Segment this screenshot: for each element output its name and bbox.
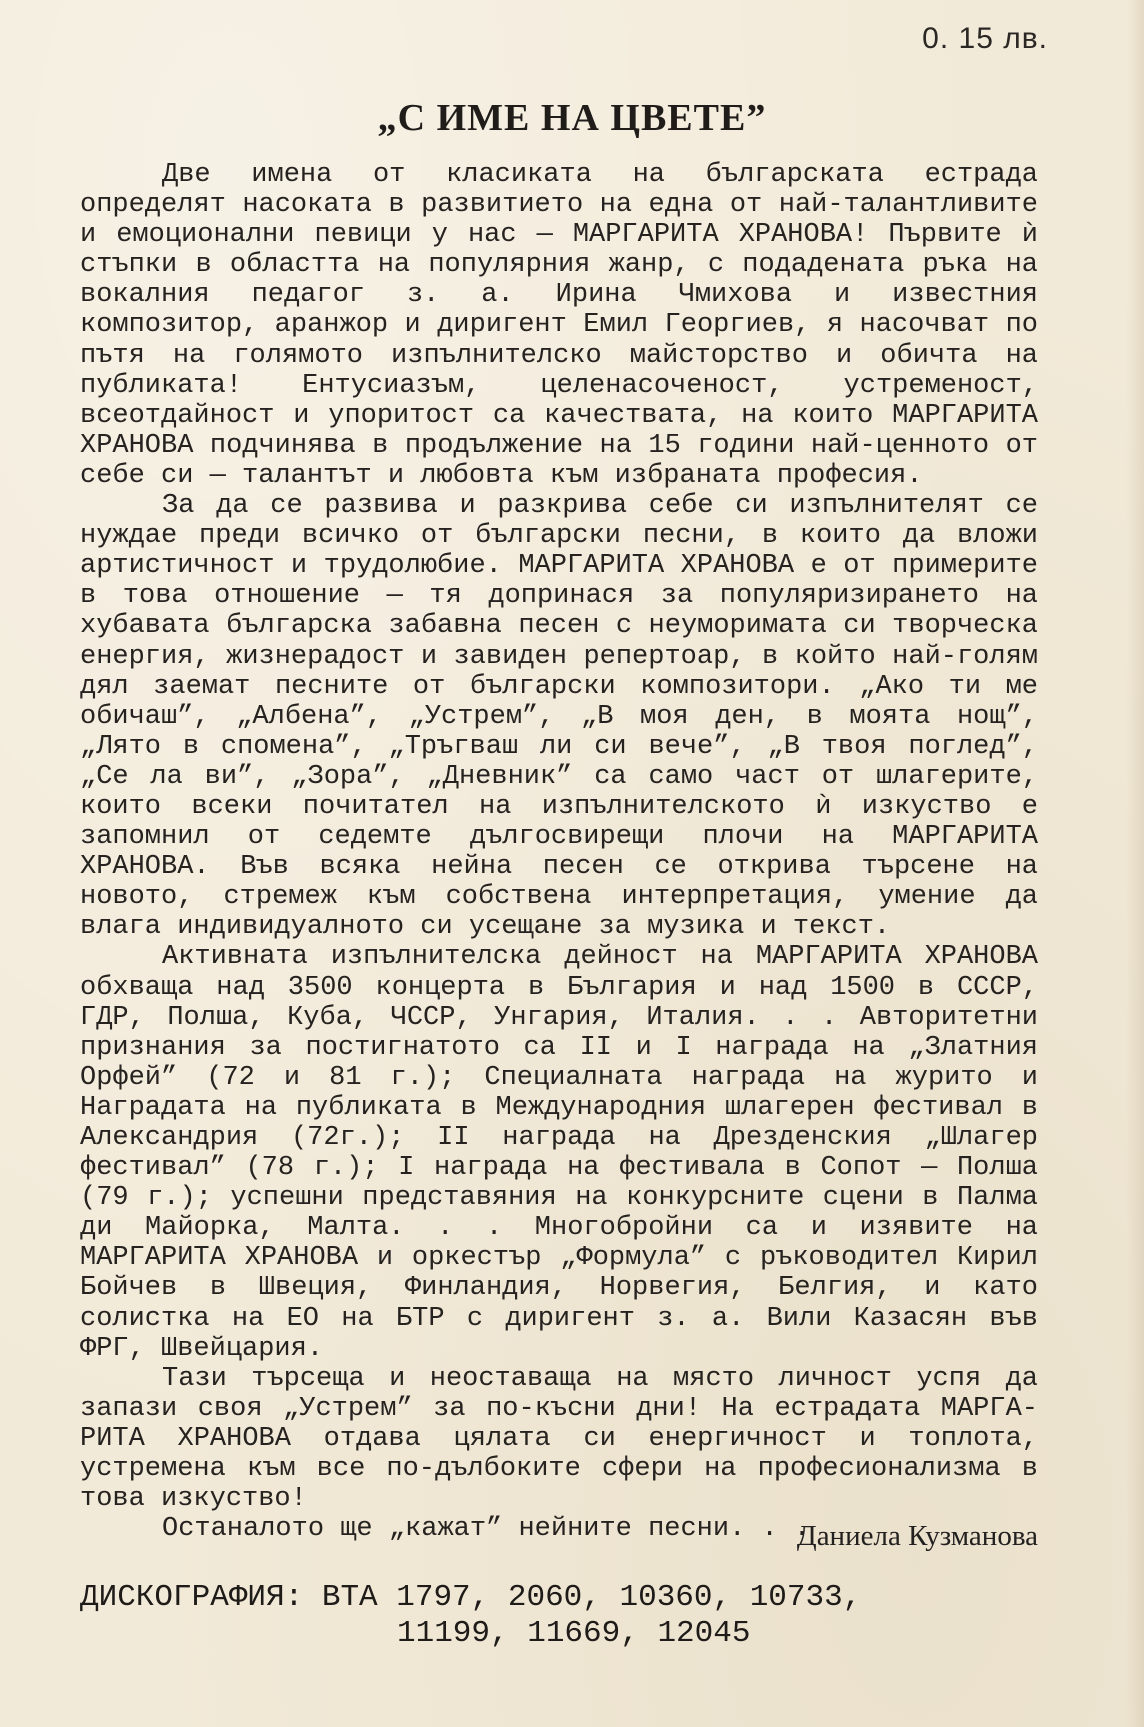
paragraph-1: Две имена от класиката на българската естрада определят насоката в развитието на една от най-талантливите и емоционални певици у нас — МАРГАРИТА ХРАНОВА! Първите ѝ стъпки в областта на популярния жанр, с подадената ръка на вокалния педагог з. а. Ирина Чмихова и известния композитор, аранжор и диригент Емил Георгиев, я насочват по пътя на голямото изпълнителско майсторство и обичта на публиката! Ентусиазъм, целенасоченост, устременост, всеотдайност и упоритост са качествата, на които МАРГАРИТА ХРАНОВА подчинява в продължение на 15 години най-ценното от себе си — талантът и любовта към избраната професия. [80, 160, 1038, 491]
paragraph-5: Останалото ще „кажат” нейните песни. . . [162, 1514, 811, 1545]
paragraph-2: За да се развива и разкрива себе си изпълнителят се нуждае преди всичко от български песни, в които да вложи артистичност и трудолюбие. МАРГАРИТА ХРАНОВА е от примерите в това отношение — тя допринася за популяризирането на хубавата българска забавна песен с неуморимата си творческа енергия, жизнерадост и завиден репертоар, в който най-голям дял заемат песните от български композитори. „Ако ти ме обичаш”, „Албена”, „Устрем”, „В моя ден, в моята нощ”, „Лято в спомена”, „Тръгваш ли си вече”, „В твоя поглед”, „Се ла ви”, „Зора”, „Дневник” са само част от шлагерите, които всеки почитател на изпълнителското ѝ изкуство е запомнил от седемте дългосвирещи плочи на МАРГАРИТА ХРАНОВА. Във всяка нейна песен се открива търсене на новото, стремеж към собствена интерпретация, умение да влага индивидуалното си усещане за музика и текст. [80, 491, 1038, 943]
discography-line-2: 11199, 11669, 12045 [397, 1616, 751, 1651]
paragraph-3: Активната изпълнителска дейност на МАРГАРИТА ХРАНОВА обхваща над 3500 концерта в България и над 1500 в СССР, ГДР, Полша, Куба, ЧССР, Унгария, Италия. . . Авторитетни признания за постигнатото са II и I награда на „Златния Орфей” (72 и 81 г.); Специалната награда на журито и Наградата на публиката в Международния шлагерен фестивал в Александрия (72г.); II награда на Дрезденския „Шлагер фестивал” (78 г.); I награда на фестивала в Сопот — Полша (79 г.); успешни представяния на конкурсните сцени в Палма ди Майорка, Малта. . . Многобройни са и изявите на МАРГАРИТА ХРАНОВА и оркестър „Формула” с ръководител Кирил Бойчев в Швеция, Финландия, Норвегия, Белгия, и като солистка на ЕО на БТР с диригент з. а. Вили Казасян във ФРГ, Швейцария. [80, 942, 1038, 1364]
paper-edge [1126, 0, 1144, 1727]
discography-line-1: ДИСКОГРАФИЯ: ВТА 1797, 2060, 10360, 10733, [80, 1580, 862, 1615]
article-body [80, 160, 1038, 1544]
price-label: 0. 15 лв. [922, 22, 1048, 55]
page-title: „С ИМЕ НА ЦВЕТЕ” [377, 97, 767, 139]
discography [80, 1580, 861, 1652]
author-signature: Даниела Кузманова [796, 1520, 1038, 1552]
paragraph-4: Тази търсеща и неоставаща на място личност успя да запази своя „Устрем” за по-късни дни! На естрадата МАРГА-РИТА ХРАНОВА отдава цялата си енергичност и топлота, устремена към все по-дълбоките сфери на професионализма в това изкуство! [80, 1363, 1038, 1515]
